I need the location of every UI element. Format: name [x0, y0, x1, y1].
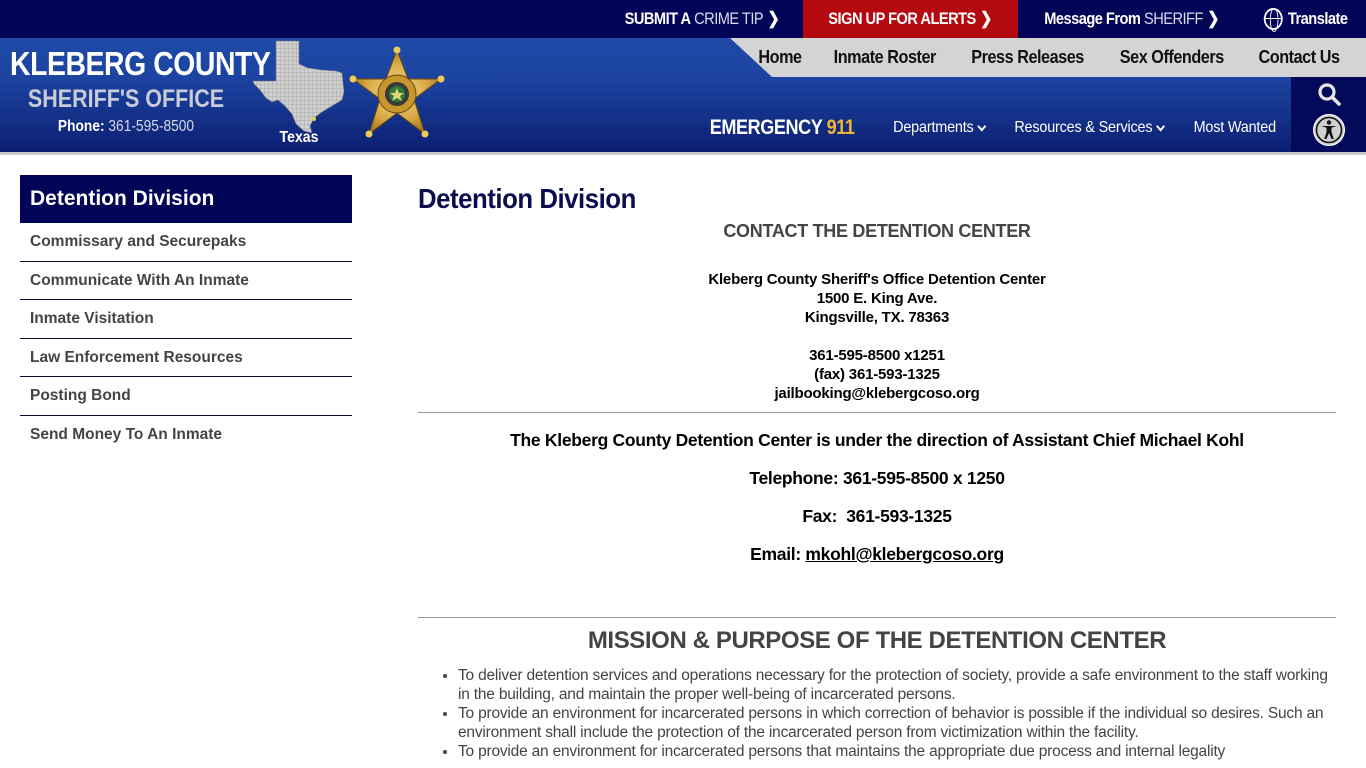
departments-label: Departments — [892, 119, 974, 136]
sidebar-item-commissary[interactable]: Commissary and Securepaks — [20, 223, 352, 262]
facility-email: jailbooking@klebergcoso.org — [774, 385, 980, 402]
sidebar-item-posting-bond[interactable]: Posting Bond — [20, 377, 352, 416]
mission-list — [418, 666, 1336, 761]
mission-item: • To provide an environment for incarcerated persons that maintains the appropriate due process and internal legality — [458, 742, 1336, 761]
nav-resources-services-dropdown[interactable] — [1007, 119, 1171, 137]
chevron-right-icon: ❯ — [1206, 9, 1219, 28]
chevron-right-icon: ❯ — [767, 9, 779, 28]
globe-icon — [1264, 8, 1283, 30]
header-tools — [1291, 77, 1366, 152]
facility-name: Kleberg County Sheriff's Office Detention Center — [708, 271, 1046, 288]
sidebar-item-law-enforcement[interactable]: Law Enforcement Resources — [20, 339, 352, 378]
crime-tip-light: CRIME TIP — [693, 9, 763, 28]
search-icon[interactable] — [1317, 82, 1341, 106]
translate-button[interactable] — [1253, 8, 1357, 30]
direction-statement: The Kleberg County Detention Center is under the direction of Assistant Chief Michael Kohl — [510, 430, 1244, 450]
direction-fax: Fax: 361-593-1325 — [802, 506, 952, 526]
phone-label: Phone: — [57, 118, 105, 135]
page-title: Detention Division — [418, 183, 636, 214]
contact-heading: CONTACT THE DETENTION CENTER — [723, 221, 1031, 241]
nav-inmate-roster[interactable]: Inmate Roster — [833, 47, 936, 67]
chevron-down-icon — [977, 121, 986, 131]
brand-subtitle: SHERIFF'S OFFICE — [27, 85, 225, 113]
detention-center-address — [418, 270, 1336, 403]
emergency-label: EMERGENCY — [709, 116, 822, 139]
direction-email-row — [418, 535, 1336, 573]
translate-wrap — [1245, 0, 1366, 38]
mission-item: • To deliver detention services and operations necessary for the protection of society, provide a safe environment to the staff working in the building, and maintain the proper well-being of incarcerated persons. — [458, 666, 1336, 704]
facility-fax: (fax) 361-593-1325 — [814, 366, 940, 383]
chevron-down-icon — [1157, 121, 1166, 131]
nav-press-releases[interactable]: Press Releases — [971, 47, 1085, 67]
most-wanted-label: Most Wanted — [1193, 119, 1276, 136]
sign-up-alerts-link[interactable] — [818, 9, 1002, 29]
brand-title: KLEBERG COUNTY — [10, 45, 271, 82]
site-logo-link[interactable] — [10, 44, 271, 140]
utility-links — [600, 0, 1366, 38]
emergency-number: 911 — [826, 116, 854, 139]
alerts-label: SIGN UP FOR ALERTS — [828, 9, 977, 28]
texas-map-icon — [252, 40, 348, 134]
chevron-right-icon: ❯ — [980, 9, 993, 28]
header-divider — [0, 152, 1366, 155]
crime-tip-bold: SUBMIT A — [624, 9, 691, 28]
emergency-911-link[interactable] — [697, 116, 866, 140]
nav-most-wanted[interactable] — [1186, 119, 1283, 137]
alerts-link-wrap — [803, 0, 1017, 38]
sidebar-item-send-money[interactable]: Send Money To An Inmate — [30, 425, 223, 443]
nav-contact-us[interactable]: Contact Us — [1258, 47, 1340, 67]
sheriff-message-bold: Message From — [1043, 9, 1141, 28]
phone-number: 361-595-8500 — [108, 118, 195, 135]
mission-heading: MISSION & PURPOSE OF THE DETENTION CENTER — [587, 627, 1167, 654]
facility-city: Kingsville, TX. 78363 — [804, 309, 950, 326]
message-from-sheriff-link[interactable] — [1033, 9, 1228, 29]
sheriff-message-wrap — [1018, 0, 1245, 38]
primary-nav — [744, 38, 1366, 77]
sidebar-item-visitation[interactable]: Inmate Visitation — [20, 300, 352, 339]
texas-label: Texas — [279, 129, 319, 146]
main-content — [418, 175, 1336, 761]
sidebar-item-communicate[interactable]: Communicate With An Inmate — [20, 262, 352, 301]
sidebar-title: Detention Division — [20, 175, 352, 223]
mission-item: • To provide an environment for incarcerated persons in which correction of behavior is possible if the individual so desires. Such an environment shall include the protection of the incarcerated person from victimization within the facility. — [458, 704, 1336, 742]
translate-label: Translate — [1287, 9, 1348, 28]
direction-telephone: Telephone: 361-595-8500 x 1250 — [749, 468, 1005, 488]
facility-phone: 361-595-8500 x1251 — [809, 347, 945, 364]
accessibility-icon[interactable] — [1312, 113, 1346, 147]
divider — [418, 412, 1336, 413]
email-label: Email: — [750, 544, 806, 564]
site-header — [0, 0, 1366, 155]
nav-home[interactable]: Home — [758, 47, 802, 67]
sidebar — [20, 175, 352, 454]
direction-block — [418, 421, 1336, 573]
submit-crime-tip-link[interactable] — [614, 9, 789, 29]
sheriff-badge-icon — [348, 46, 446, 140]
facility-street: 1500 E. King Ave. — [816, 290, 938, 307]
sheriff-message-light: SHERIFF — [1143, 9, 1203, 28]
nav-sex-offenders[interactable]: Sex Offenders — [1120, 47, 1225, 67]
spacer — [418, 327, 1336, 346]
crime-tip-link-wrap — [600, 0, 804, 38]
resources-services-label: Resources & Services — [1014, 119, 1153, 136]
brand-phone — [26, 114, 226, 140]
nav-departments-dropdown[interactable] — [886, 119, 993, 137]
email-link[interactable]: mkohl@klebergcoso.org — [805, 544, 1004, 564]
secondary-nav — [684, 108, 1289, 148]
